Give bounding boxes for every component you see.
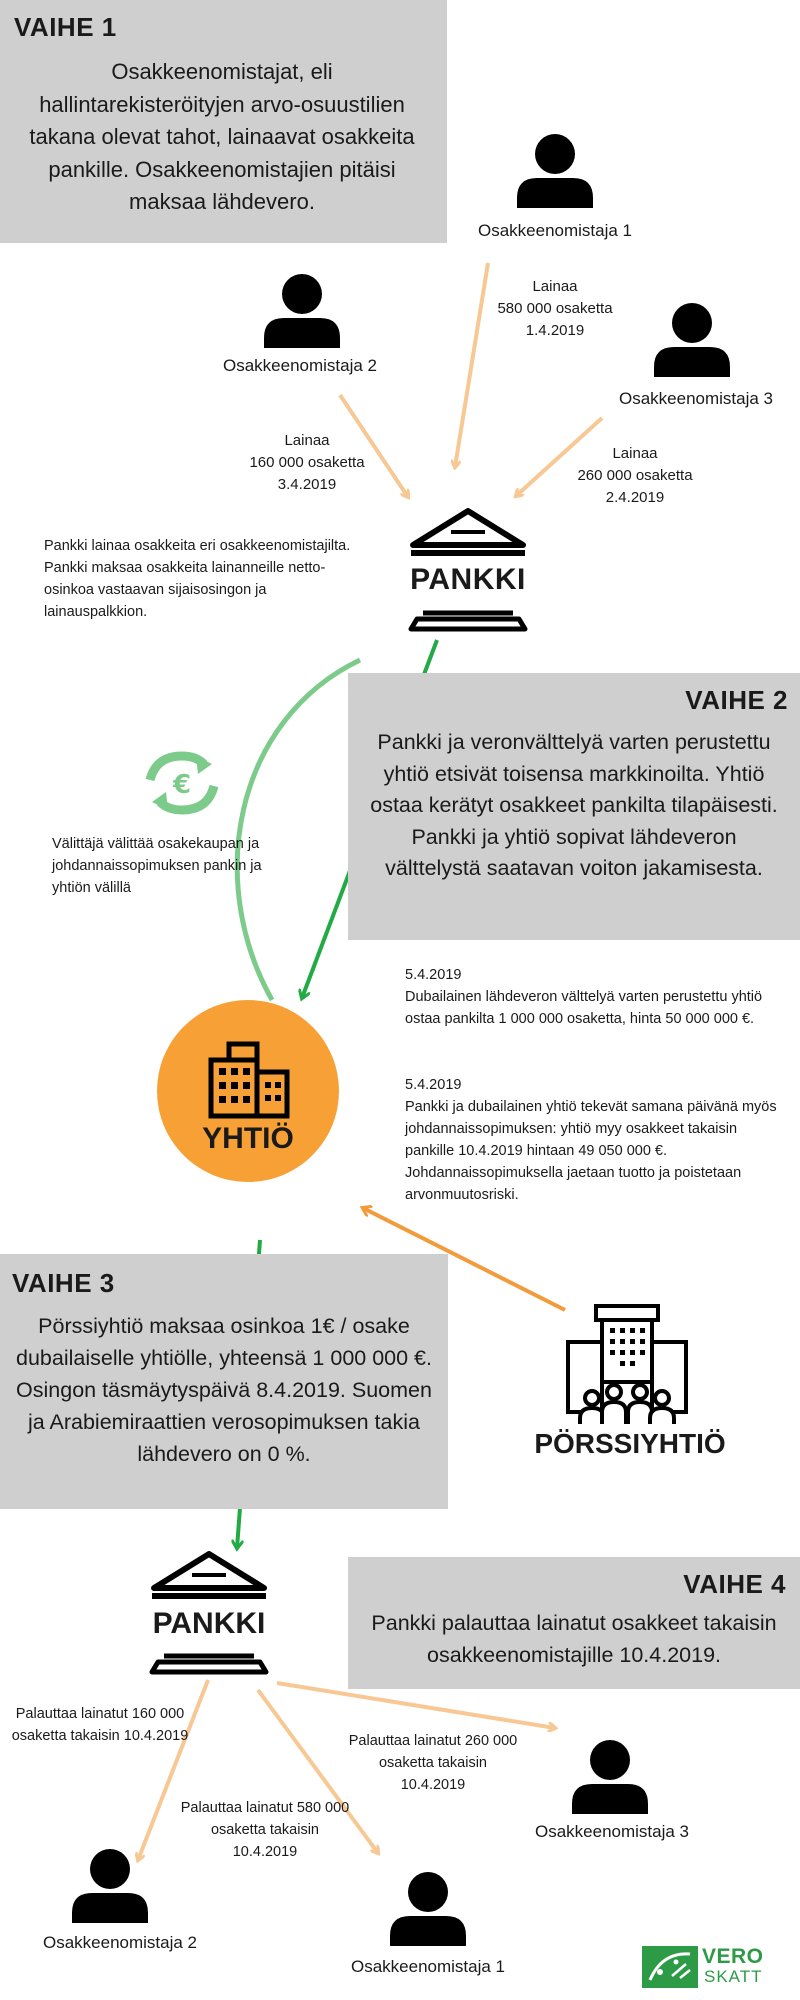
vero-logo: [642, 1946, 778, 1988]
office-building-icon: [205, 1040, 295, 1120]
phase1-box: [0, 0, 447, 243]
vero-logo-line1: VERO: [702, 1945, 764, 1968]
event2: [405, 1074, 780, 1206]
person-icon: [570, 1738, 650, 1814]
event2-text: Pankki ja dubailainen yhtiö tekevät samana päivänä myös johdannaissopimuksen: yhtiö myy osakkeet takaisin pankille 10.4.2019 hintaan 49 050 000 €. Johdannaissopimuksella jaetaan tuotto ja poistetaan arvonmuutosriski.: [405, 1099, 777, 1203]
event1-date: 5.4.2019: [405, 967, 462, 983]
event1: [405, 964, 775, 1030]
phase2-box: [348, 673, 800, 940]
arrow-return-3: [277, 1683, 555, 1728]
phase2-title: VAIHE 2: [685, 685, 788, 715]
phase4-box: [348, 1557, 800, 1689]
loan2-label: Lainaa 160 000 osaketta 3.4.2019: [249, 432, 365, 493]
person-icon: [70, 1847, 150, 1923]
bank-label: PANKKI: [410, 563, 526, 596]
vero-emblem-icon: [642, 1946, 698, 1988]
vero-logo-line2: SKATT: [704, 1967, 763, 1986]
event2-date: 5.4.2019: [405, 1077, 462, 1093]
phase2-text: Pankki ja veronvälttelyä varten perustettu yhtiö etsivät toisensa markkinoilta. Yhtiö ostaa kerätyt osakkeet pankilta tilapäisesti. Pankki ja yhtiö sopivat lähdeveron välttelystä saatavan voiton jakamisesta.: [370, 730, 778, 880]
phase3-box: [0, 1254, 448, 1509]
phase4-title: VAIHE 4: [683, 1569, 786, 1599]
euro-exchange-icon: [142, 750, 222, 816]
svg-text:€: €: [172, 770, 192, 800]
return1-label: Palauttaa lainatut 580 000 osaketta takaisin 10.4.2019: [180, 1800, 350, 1860]
bottom-owner1-label: Osakkeenomistaja 1: [350, 1957, 506, 1976]
phase3-title: VAIHE 3: [12, 1268, 115, 1298]
event1-text: Dubailainen lähdeveron välttelyä varten perustettu yhtiö ostaa pankilta 1 000 000 osaketta, hinta 50 000 000 €.: [405, 989, 763, 1027]
return2-label: Palauttaa lainatut 160 000 osaketta takaisin 10.4.2019: [11, 1706, 189, 1744]
yhtio-label: YHTIÖ: [202, 1122, 294, 1155]
return3-label: Palauttaa lainatut 260 000 osaketta takaisin 10.4.2019: [348, 1733, 518, 1793]
curve-yhtio-to-bank: [237, 660, 360, 1000]
owner2-label: Osakkeenomistaja 2: [222, 356, 378, 375]
bank-note: Pankki lainaa osakkeita eri osakkeenomistajilta. Pankki maksaa osakkeita lainanneille netto-osinkoa vastaavan sijaisosingon ja lainauspalkkion.: [44, 538, 351, 620]
phase1-title: VAIHE 1: [14, 12, 117, 42]
broker-note: Välittäjä välittää osakekaupan ja johdannaissopimuksen pankin ja yhtiön välillä: [52, 836, 262, 896]
person-icon: [388, 1870, 468, 1946]
phase3-text: Pörssiyhtiö maksaa osinkoa 1€ / osake dubailaiselle yhtiölle, yhteensä 1 000 000 €. Osingon täsmäytyspäivä 8.4.2019. Suomen ja Arabiemiraattien verosopimuksen takia lähdevero on 0 %.: [16, 1314, 432, 1466]
listed-company-icon: [562, 1302, 692, 1426]
loan3-label: Lainaa 260 000 osaketta 2.4.2019: [577, 445, 693, 506]
bottom-owner3-label: Osakkeenomistaja 3: [534, 1822, 690, 1841]
phase4-text: Pankki palauttaa lainatut osakkeet takaisin osakkeenomistajille 10.4.2019.: [371, 1611, 777, 1667]
owner3-label: Osakkeenomistaja 3: [618, 389, 774, 408]
bottom-owner2-label: Osakkeenomistaja 2: [42, 1933, 198, 1952]
phase1-text: Osakkeenomistajat, eli hallintarekisteröityjen arvo-osuustilien takana olevat tahot, lainaavat osakkeita pankille. Osakkeenomistajien pitäisi maksaa lähdevero.: [29, 59, 415, 214]
bank2-label: PANKKI: [152, 1607, 266, 1640]
listed-company-label: PÖRSSIYHTIÖ: [534, 1428, 726, 1459]
person-icon: [515, 132, 595, 208]
owner1-label: Osakkeenomistaja 1: [477, 221, 633, 240]
loan1-label: Lainaa 580 000 osaketta 1.4.2019: [497, 278, 613, 339]
person-icon: [652, 301, 732, 377]
person-icon: [262, 272, 342, 348]
